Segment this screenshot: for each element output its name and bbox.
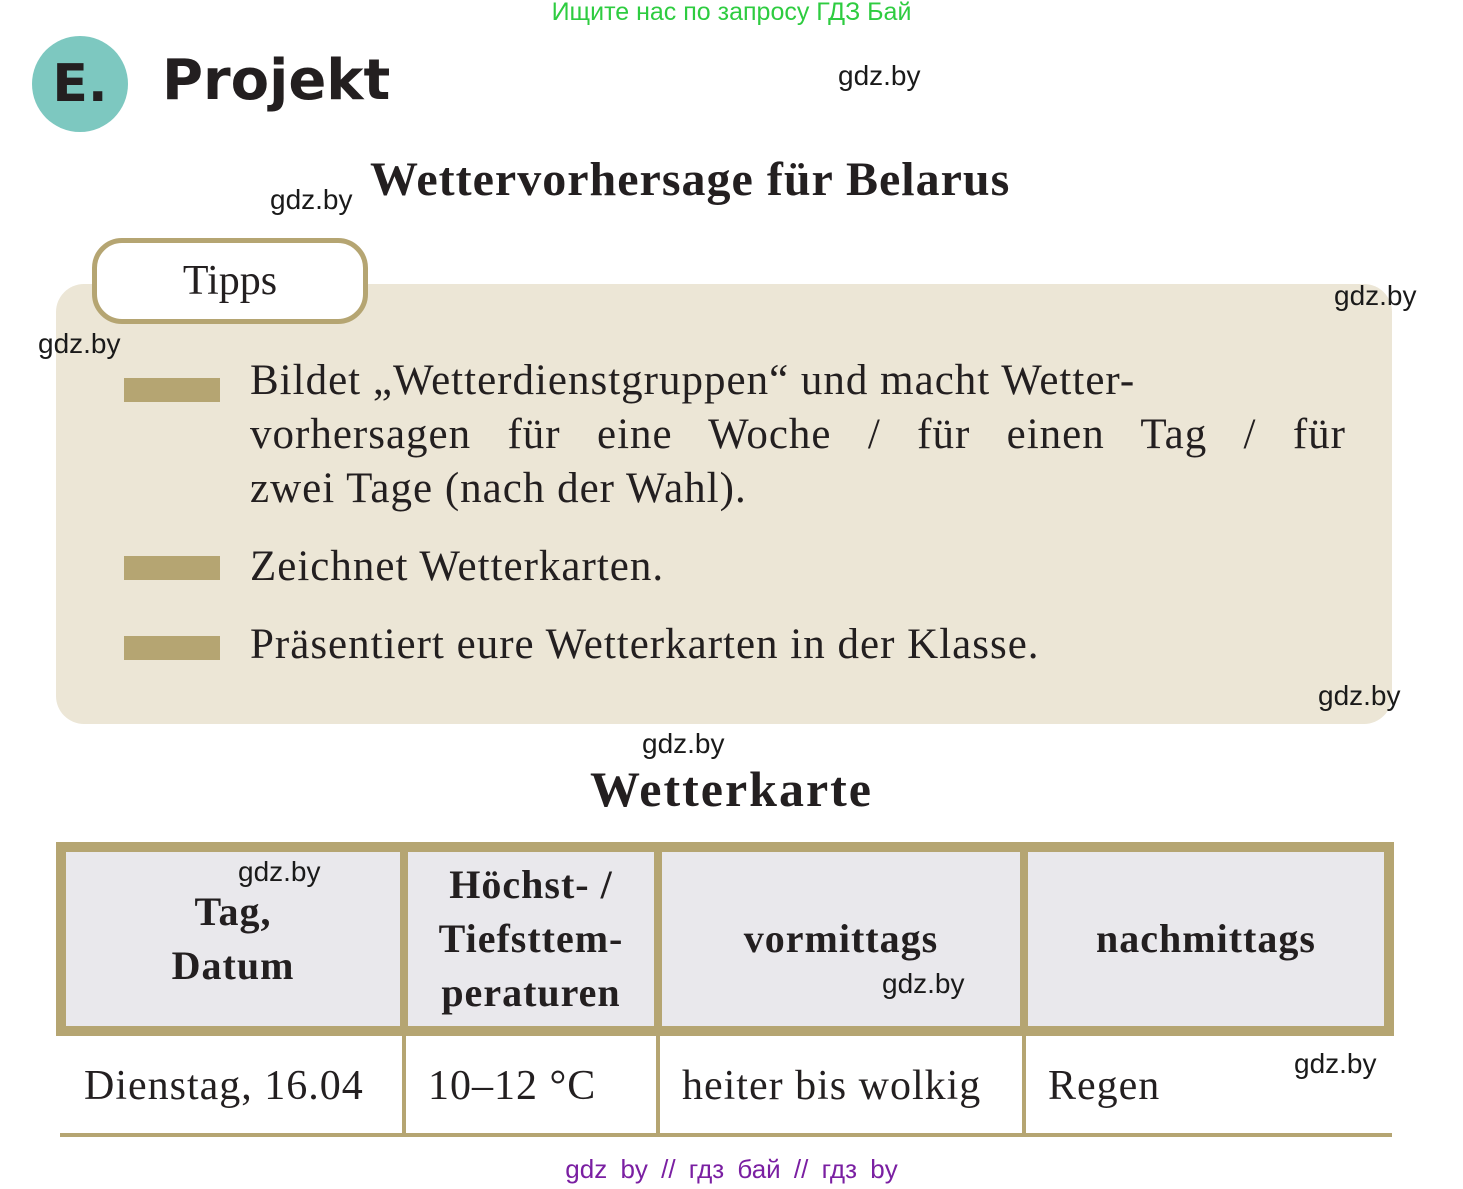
table-bottom-rule xyxy=(60,1133,1392,1137)
cell-afternoon: Regen xyxy=(1048,1063,1161,1109)
header-temperaturen: Höchst- / Tiefsttem- peraturen xyxy=(408,852,654,1026)
page-title: Wettervorhersage für Belarus xyxy=(370,153,1011,206)
header-nachmittags: nachmittags xyxy=(1028,852,1384,1026)
header-vormittags: vormittags xyxy=(662,852,1020,1026)
section-badge: E. xyxy=(32,36,128,132)
bullet-bar-2 xyxy=(124,556,220,580)
cell-temperature: 10–12 °C xyxy=(428,1063,597,1109)
footer-watermark: gdz by // гдз бай // гдз by xyxy=(565,1154,898,1184)
watermark: gdz.by xyxy=(38,328,121,359)
watermark: gdz.by xyxy=(882,968,965,999)
column-divider xyxy=(402,1036,406,1134)
watermark: gdz.by xyxy=(238,856,321,887)
watermark: gdz.by xyxy=(642,728,725,759)
watermark: gdz.by xyxy=(838,60,921,91)
top-banner: Ищите нас по запросу ГДЗ Бай xyxy=(551,0,912,26)
column-divider xyxy=(1022,1036,1026,1134)
header-tag-datum: Tag, Datum xyxy=(66,852,400,1026)
watermark: gdz.by xyxy=(1294,1048,1377,1079)
tip-item-2: Zeichnet Wetterkarten. xyxy=(250,543,665,590)
section-title: Projekt xyxy=(162,48,391,113)
watermark: gdz.by xyxy=(1318,680,1401,711)
column-divider xyxy=(656,1036,660,1134)
tip-item-3: Präsentiert eure Wetterkarten in der Klasse. xyxy=(250,621,1040,668)
table-title: Wetterkarte xyxy=(590,761,873,817)
watermark: gdz.by xyxy=(1334,280,1417,311)
tips-label: Tipps xyxy=(92,238,368,324)
bullet-bar-1 xyxy=(124,378,220,402)
cell-day: Dienstag, 16.04 xyxy=(84,1063,364,1109)
tip-item-1: Bildet „Wetterdienstgruppen“ und macht Wetter- vorhersagen für eine Woche / für einen Tag / für zwei Tage (nach der Wahl). xyxy=(250,357,1346,512)
cell-morning: heiter bis wolkig xyxy=(682,1063,982,1109)
bullet-bar-3 xyxy=(124,636,220,660)
watermark: gdz.by xyxy=(270,184,353,215)
